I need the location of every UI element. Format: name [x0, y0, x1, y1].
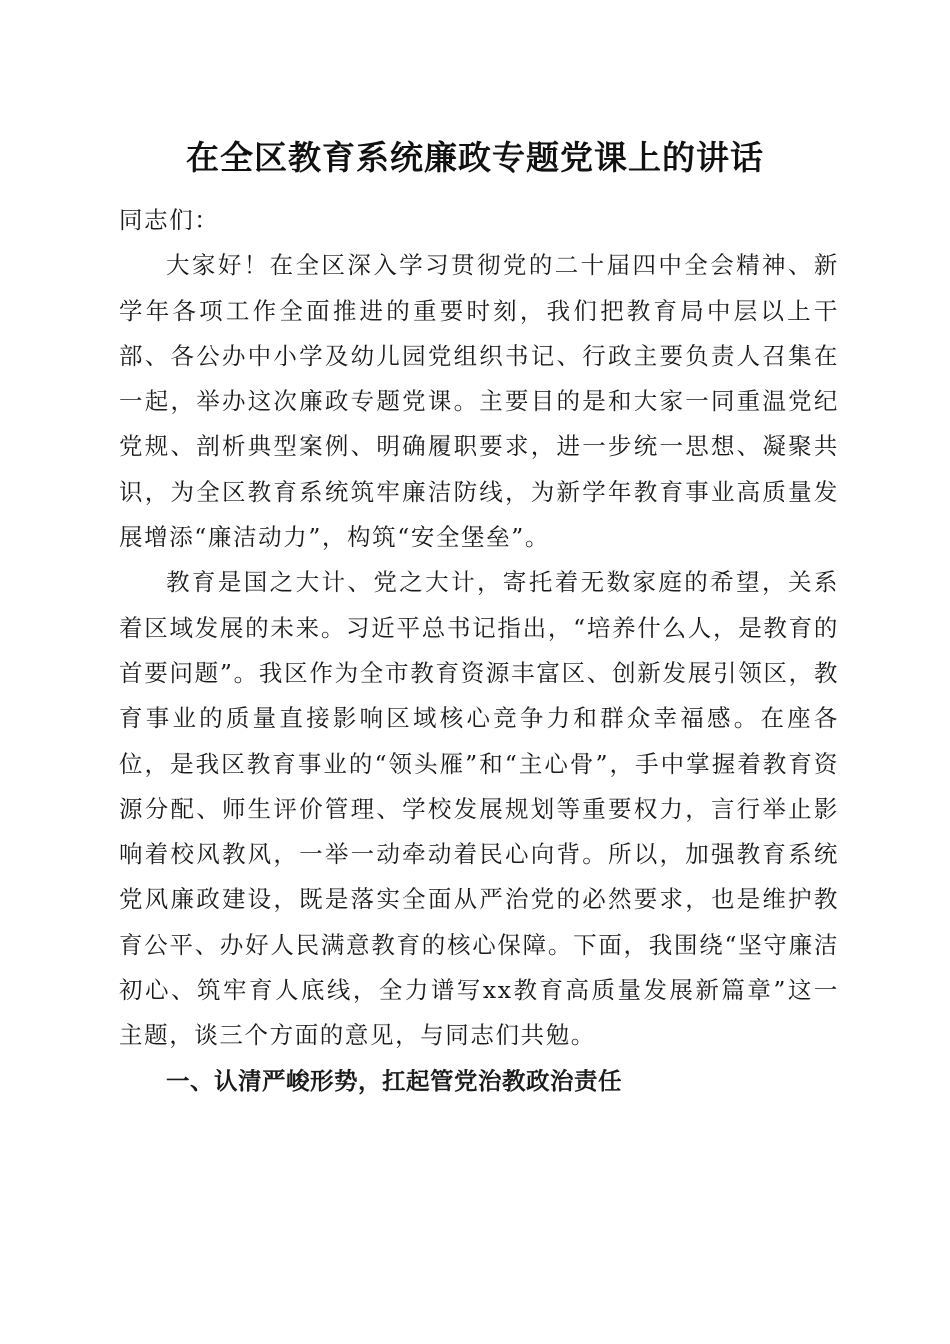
salutation: 同志们： [119, 206, 220, 234]
paragraph-education-importance: 教育是国之大计、党之大计，寄托着无数家庭的希望，关系着区域发展的未来。习近平总书记指出，“培养什么人，是教育的首要问题”。我区作为全市教育资源丰富区、创新发展引领区，教育事业的质量直接影响区域核心竞争力和群众幸福感。在座各位，是我区教育事业的“领头雁”和“主心骨”，手中掌握着教育资源分配、师生评价管理、学校发展规划等重要权力，言行举止影响着校风教风，一举一动牵动着民心向背。所以，加强教育系统党风廉政建设，既是落实全面从严治党的必然要求，也是维护教育公平、办好人民满意教育的核心保障。下面，我围绕“坚守廉洁初心、筑牢育人底线，全力谱写xx教育高质量发展新篇章”这一主题，谈三个方面的意见，与同志们共勉。 [119, 568, 839, 1050]
document-title: 在全区教育系统廉政专题党课上的讲话 [186, 138, 764, 177]
paragraph-opening: 大家好！在全区深入学习贯彻党的二十届四中全会精神、新学年各项工作全面推进的重要时刻，我们把教育局中层以上干部、各公办中小学及幼儿园党组织书记、行政主要负责人召集在一起，举办这次廉政专题党课。主要目的是和大家一同重温党纪党规、剖析典型案例、明确履职要求，进一步统一思想、凝聚共识，为全区教育系统筑牢廉洁防线，为新学年教育事业高质量发展增添“廉洁动力”，构筑“安全堡垒”。 [119, 251, 839, 552]
document-body [119, 198, 839, 1104]
section-heading-one: 一、认清严峻形势，扛起管党治教政治责任 [166, 1066, 622, 1095]
